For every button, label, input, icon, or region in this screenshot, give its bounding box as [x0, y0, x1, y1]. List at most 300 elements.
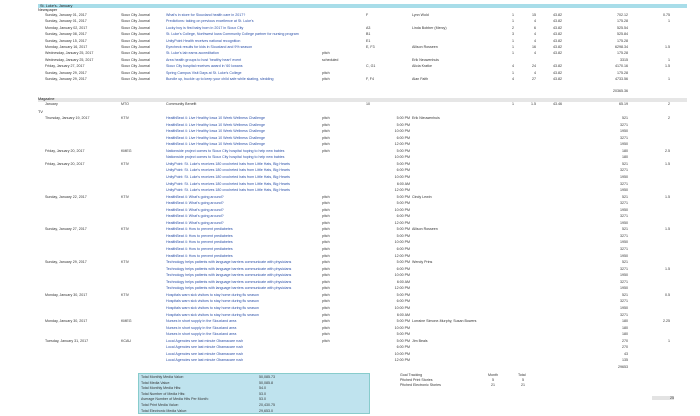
tv-value: 3271	[620, 214, 628, 219]
tv-air-time: 12:00 PM	[394, 188, 410, 193]
goal-month: 21	[491, 383, 495, 387]
tv-row	[0, 345, 700, 349]
tv-total-row	[0, 365, 700, 369]
tv-value: 521	[622, 116, 628, 120]
tv-score: 2.5	[665, 148, 670, 153]
newspaper-row	[0, 51, 700, 55]
newspaper-value: 702.12	[617, 13, 628, 17]
tv-type: pitch	[322, 207, 330, 212]
tv-air-time: 6:00 PM	[396, 135, 410, 140]
newspaper-size: 6	[534, 25, 536, 30]
tv-value: 43	[624, 351, 628, 356]
newspaper-row	[0, 64, 700, 68]
tv-value: 1950	[620, 305, 628, 310]
tv-value: 135	[622, 358, 628, 363]
tv-type: pitch	[322, 220, 330, 225]
tv-air-time: 6:00 PM	[396, 266, 410, 271]
tv-row	[0, 195, 700, 199]
newspaper-type: pitch	[322, 70, 330, 75]
tv-headline-link[interactable]: HealthBeat 4: Live Healthy Iowa 10 Week Wellness Challenge	[166, 135, 265, 140]
newspaper-size: 24	[532, 64, 536, 69]
tv-outlet: KTIV	[121, 260, 129, 265]
tv-headline-link[interactable]: UnityPoint: St. Luke's receives 180 crocheted hats from Little Hats, Big Hearts	[166, 188, 290, 193]
tv-value: 3271	[620, 299, 628, 304]
newspaper-code: F, F4	[366, 77, 374, 81]
newspaper-col-inches: 1	[512, 19, 514, 24]
tv-value: 180	[622, 148, 628, 153]
newspaper-date: Sunday, January 01, 2017	[45, 19, 87, 24]
newspaper-headline-link[interactable]: What's in store for Siouxland health care in 2017?	[166, 13, 246, 17]
tv-headline-link[interactable]: HealthBeat 4: What's going around?	[166, 220, 224, 225]
tv-contact: Allison Rosseen	[412, 227, 438, 232]
tv-headline-link[interactable]: HealthBeat 4: How to prevent prediabetes	[166, 227, 233, 232]
tv-value: 1950	[620, 220, 628, 225]
newspaper-headline-link[interactable]: UnityPoint Health receives national recognition	[166, 38, 241, 43]
newspaper-score: 1	[668, 19, 670, 24]
tv-row	[0, 299, 700, 303]
tv-type: pitch	[322, 338, 330, 343]
tv-value: 3271	[620, 279, 628, 284]
newspaper-col-inches: 1	[512, 45, 514, 49]
tv-value: 3271	[620, 135, 628, 140]
newspaper-code: E1	[366, 38, 371, 43]
tv-air-time: 6:00 AM	[396, 279, 410, 284]
tv-date: Thursday, January 19, 2017	[45, 116, 90, 120]
newspaper-value: 175.28	[617, 51, 628, 56]
tv-type: pitch	[322, 116, 330, 120]
newspaper-size: 4	[534, 70, 536, 75]
magazine-size: 1.5	[531, 102, 536, 106]
newspaper-rate: 43.82	[553, 13, 562, 17]
goal-label: Pitched Electronic Stories	[400, 383, 441, 387]
magazine-headline-link: Community Benefit	[166, 102, 197, 106]
summary-row	[141, 409, 369, 414]
tv-row	[0, 175, 700, 179]
magazine-col-inches: 1	[512, 102, 514, 106]
tv-type: pitch	[322, 292, 330, 297]
newspaper-row	[0, 26, 700, 30]
tv-row	[0, 273, 700, 277]
summary-label: Total Print Media Value:	[141, 403, 179, 407]
goal-total: 5	[522, 378, 524, 382]
tv-air-time: 10:00 PM	[394, 240, 410, 245]
newspaper-row	[0, 13, 700, 17]
newspaper-score: 1.5	[665, 45, 670, 49]
score-total: 25	[652, 396, 674, 400]
newspaper-row	[0, 77, 700, 81]
tv-row	[0, 326, 700, 330]
tv-headline-link[interactable]: Technology helps patients with language barriers communicate with physicians	[166, 279, 292, 284]
tv-row	[0, 240, 700, 244]
tv-outlet: KTIV	[121, 194, 129, 199]
newspaper-outlet: Sioux City Journal	[121, 32, 150, 37]
newspaper-size: 4	[534, 19, 536, 24]
magazine-outlet: MTO	[121, 102, 129, 106]
tv-headline-link[interactable]: HealthBeat 4: Live Healthy Iowa 10 Week Wellness Challenge	[166, 129, 265, 134]
summary-label: Total Electronic Media Value:	[141, 408, 188, 413]
summary-label: Average Number of Media Hits Per Month:	[141, 397, 209, 402]
newspaper-value: 525.54	[617, 25, 628, 30]
tv-air-time: 5:00 PM	[396, 260, 410, 265]
tv-value: 3271	[620, 201, 628, 206]
tv-row	[0, 313, 700, 317]
tv-date: Sunday, January 22, 2017	[45, 194, 87, 199]
tv-headline-link[interactable]: HealthBeat 4: How to prevent prediabetes	[166, 253, 233, 258]
tv-headline-link[interactable]: Nurses in short supply in the Siouxland area	[166, 332, 237, 337]
tv-value: 521	[622, 161, 628, 166]
tv-value: 3271	[620, 312, 628, 317]
summary-value: 50,085.8	[259, 380, 273, 385]
tv-air-time: 6:00 PM	[396, 345, 410, 350]
tv-outlet: KTIV	[121, 227, 129, 232]
newspaper-date: Sunday, January 08, 2017	[45, 32, 87, 37]
summary-value: 53.0	[259, 391, 266, 396]
magazine-date: January	[45, 102, 58, 106]
magazine-score: 2	[668, 102, 670, 106]
newspaper-type: scheduled	[322, 57, 339, 62]
section-newspaper: Newspaper	[38, 8, 58, 12]
tv-value: 1950	[620, 253, 628, 258]
tv-air-time: 5:00 PM	[396, 233, 410, 238]
magazine-code: 10	[366, 102, 370, 106]
newspaper-date: Monday, January 16, 2017	[45, 45, 88, 49]
newspaper-headline-link[interactable]: St. Luke's College, Northwest Iowa Community College partner for nursing program	[166, 32, 299, 37]
tv-type: pitch	[322, 129, 330, 134]
newspaper-type: pitch	[322, 51, 330, 56]
tv-headline-link[interactable]: Nationwide project comes to Sioux City hospital hoping to help new babies	[166, 155, 285, 160]
tv-row	[0, 201, 700, 205]
tv-row	[0, 182, 700, 186]
newspaper-size: 4	[534, 38, 536, 43]
newspaper-type: pitch	[322, 77, 330, 81]
newspaper-outlet: Sioux City Journal	[121, 70, 150, 75]
tv-score: 1.5	[665, 161, 670, 166]
tv-air-time: 5:00 PM	[396, 227, 410, 232]
newspaper-date: Sunday, January 29, 2017	[45, 77, 87, 81]
tv-row	[0, 234, 700, 238]
tv-date: Friday, January 20, 2017	[45, 148, 85, 153]
newspaper-value: 3315	[620, 57, 628, 62]
tv-air-time: 5:00 PM	[396, 338, 410, 343]
tv-headline-link[interactable]: Local Agencies see last minute Obamacare rush	[166, 351, 244, 356]
tv-value: 3271	[620, 247, 628, 251]
newspaper-row	[0, 58, 700, 62]
newspaper-score: 0.75	[663, 13, 670, 17]
tv-row	[0, 155, 700, 159]
tv-air-time: 6:00 PM	[396, 168, 410, 173]
tv-air-time: 12:00 PM	[394, 220, 410, 225]
newspaper-row	[0, 45, 700, 49]
newspaper-rate: 43.82	[553, 51, 562, 56]
tv-headline-link[interactable]: HealthBeat 4: Live Healthy Iowa 10 Week Wellness Challenge	[166, 116, 265, 120]
tv-headline-link[interactable]: Technology helps patients with language barriers communicate with physicians	[166, 260, 292, 265]
summary-row	[141, 397, 369, 402]
newspaper-date: Wednesday, January 25, 2017	[45, 57, 94, 62]
tv-type: pitch	[322, 142, 330, 147]
tv-outlet: KTIV	[121, 161, 129, 166]
summary-row	[141, 403, 369, 408]
tv-air-time: 10:00 PM	[394, 129, 410, 134]
tv-row	[0, 286, 700, 290]
tv-row	[0, 227, 700, 231]
tv-air-time: 12:00 PM	[394, 142, 410, 147]
tv-headline-link[interactable]: Technology helps patients with language barriers communicate with physicians	[166, 266, 292, 271]
tv-headline-link[interactable]: Technology helps patients with language barriers communicate with physicians	[166, 273, 292, 278]
tv-contact: Lorraine Simone-Murphy, Susan Bowers	[412, 319, 477, 324]
tv-value: 1950	[620, 207, 628, 212]
newspaper-size: 15	[532, 13, 536, 17]
tv-outlet: KMEG	[121, 319, 132, 324]
section-magazine: Magazine	[38, 97, 55, 101]
tv-date: Sunday, January 29, 2017	[45, 260, 87, 265]
goal-tracking	[400, 373, 540, 393]
tv-total: 29653	[618, 364, 628, 369]
newspaper-outlet: Sioux City Journal	[121, 13, 150, 17]
newspaper-value: 525.84	[617, 32, 628, 37]
tv-type: pitch	[322, 260, 330, 265]
newspaper-headline-link[interactable]: Spring Campus Visit Days at St. Luke's College	[166, 70, 242, 75]
newspaper-size: 4	[534, 51, 536, 56]
tv-row	[0, 162, 700, 166]
magazine-value: 65.19	[619, 102, 628, 106]
tv-headline-link[interactable]: Local Agencies see last minute Obamacare rush	[166, 358, 244, 363]
tv-headline-link[interactable]: HealthBeat 4: What's going around?	[166, 214, 224, 219]
newspaper-col-inches: 2	[512, 25, 514, 30]
magazine-row	[0, 102, 700, 106]
goal-title: Goal Tracking	[400, 373, 423, 377]
tv-air-time: 6:00 PM	[396, 247, 410, 251]
newspaper-outlet: Sioux City Journal	[121, 38, 150, 43]
tv-headline-link[interactable]: HealthBeat 4: How to prevent prediabetes	[166, 240, 233, 245]
tv-type: pitch	[322, 325, 330, 330]
newspaper-outlet: Sioux City Journal	[121, 57, 150, 62]
newspaper-score: 1.5	[665, 64, 670, 69]
tv-headline-link[interactable]: HealthBeat 4: Live Healthy Iowa 10 Week Wellness Challenge	[166, 122, 265, 127]
tv-headline-link[interactable]: HealthBeat 4: How to prevent prediabetes	[166, 247, 233, 251]
tv-headline-link[interactable]: UnityPoint: St. Luke's receives 180 crocheted hats from Little Hats, Big Hearts	[166, 168, 290, 173]
tv-contact: Wendy Prins	[412, 260, 433, 265]
tv-row	[0, 254, 700, 258]
tv-row	[0, 358, 700, 362]
tv-headline-link[interactable]: HealthBeat 4: What's going around?	[166, 207, 224, 212]
tv-air-time: 5:00 PM	[396, 332, 410, 337]
newspaper-headline-link[interactable]: Lucky boy is first baby born in 2017 in Sioux City	[166, 25, 244, 30]
goal-month-header: Month	[488, 373, 498, 377]
newspaper-rate: 43.82	[553, 64, 562, 69]
tv-type: pitch	[322, 148, 330, 153]
tv-type: pitch	[322, 247, 330, 251]
newspaper-date: Sunday, January 01, 2017	[45, 13, 87, 17]
summary-label: Total Number of Media Hits:	[141, 391, 186, 396]
newspaper-code: B1	[366, 32, 371, 37]
newspaper-date: Sunday, January 29, 2017	[45, 70, 87, 75]
newspaper-outlet: Sioux City Journal	[121, 51, 150, 56]
tv-row	[0, 142, 700, 146]
tv-row	[0, 247, 700, 251]
tv-headline-link[interactable]: Hospitals warn sick visitors to stay home during flu season	[166, 312, 259, 317]
tv-air-time: 10:00 PM	[394, 351, 410, 356]
tv-score: 2	[668, 116, 670, 120]
newspaper-size: 27	[532, 77, 536, 81]
tv-value: 1950	[620, 129, 628, 134]
newspaper-col-inches: 1	[512, 13, 514, 17]
tv-type: pitch	[322, 194, 330, 199]
tv-air-time: 10:00 PM	[394, 305, 410, 310]
tv-score: 1.5	[665, 194, 670, 199]
sheet-title: St. Luke's- January	[38, 4, 687, 8]
newspaper-contact: Allison Rosseen	[412, 45, 438, 49]
tv-type: pitch	[322, 266, 330, 271]
tv-row	[0, 332, 700, 336]
tv-headline-link[interactable]: HealthBeat 4: Live Healthy Iowa 10 Week Wellness Challenge	[166, 142, 265, 147]
newspaper-rate: 43.82	[553, 70, 562, 75]
tv-headline-link[interactable]: UnityPoint: St. Luke's receives 180 crocheted hats from Little Hats, Big Hearts	[166, 161, 290, 166]
tv-row	[0, 136, 700, 140]
tv-type: pitch	[322, 279, 330, 284]
newspaper-outlet: Sioux City Journal	[121, 25, 150, 30]
section-tv: TV	[38, 110, 43, 114]
newspaper-outlet: Sioux City Journal	[121, 77, 150, 81]
tv-type: pitch	[322, 240, 330, 245]
tv-air-time: 10:00 PM	[394, 207, 410, 212]
goal-row	[400, 383, 540, 388]
tv-type: pitch	[322, 253, 330, 258]
summary-label: Total Monthly Media Hits:	[141, 386, 182, 391]
newspaper-outlet: Sioux City Journal	[121, 64, 150, 69]
tv-value: 521	[622, 194, 628, 199]
tv-value: 521	[622, 292, 628, 297]
newspaper-size: 16	[532, 45, 536, 49]
tv-value: 270	[622, 338, 628, 343]
tv-value: 3271	[620, 233, 628, 238]
newspaper-rate: 43.82	[553, 25, 562, 30]
tv-headline-link[interactable]: Hospitals warn sick visitors to stay home during flu season	[166, 299, 259, 304]
newspaper-score: 1	[668, 77, 670, 81]
newspaper-row	[0, 19, 700, 23]
newspaper-headline-link[interactable]: Area health groups to host 'healthy heart' event	[166, 57, 242, 62]
summary-label: Total Media Value:	[141, 380, 171, 385]
tv-headline-link[interactable]: Nurses in short supply in the Siouxland area	[166, 319, 237, 324]
goal-label: Pitched Print Stories	[400, 378, 433, 382]
newspaper-contact: Erik Neuwenhuis	[412, 57, 439, 62]
tv-date: Tuesday, January 31, 2017	[45, 338, 89, 343]
newspaper-date: Sunday, January 15, 2017	[45, 38, 87, 43]
summary-row	[141, 386, 369, 391]
summary-row	[141, 375, 369, 380]
newspaper-value: 175.28	[617, 19, 628, 24]
tv-headline-link[interactable]: HealthBeat 4: How to prevent prediabetes	[166, 233, 233, 238]
tv-row	[0, 339, 700, 343]
tv-row	[0, 267, 700, 271]
tv-value: 1950	[620, 273, 628, 278]
newspaper-rate: 43.82	[553, 38, 562, 43]
newspaper-total-row	[0, 89, 700, 93]
newspaper-col-inches: 1	[512, 38, 514, 43]
tv-air-time: 10:00 PM	[394, 273, 410, 278]
tv-value: 180	[622, 155, 628, 160]
tv-contact: Cindy Lewin	[412, 194, 432, 199]
tv-headline-link[interactable]: Hospitals warn sick visitors to stay home during flu season	[166, 292, 259, 297]
newspaper-code: C, G1	[366, 64, 376, 69]
tv-air-time: 10:00 PM	[394, 155, 410, 160]
newspaper-headline-link[interactable]: Sioux City hospital receives award in '60 Iowans	[166, 64, 243, 69]
tv-date: Monday, January 30, 2017	[45, 292, 88, 297]
tv-headline-link[interactable]: Local Agencies see last minute Obamacare rush	[166, 338, 244, 343]
tv-value: 521	[622, 260, 628, 265]
tv-air-time: 5:00 PM	[396, 319, 410, 324]
tv-value: 1950	[620, 240, 628, 245]
newspaper-contact: Linda Bobber (Mercy)	[412, 25, 447, 30]
tv-score: 0.5	[665, 292, 670, 297]
newspaper-contact: Alan Faith	[412, 77, 429, 81]
summary-row	[141, 392, 369, 397]
tv-value: 1950	[620, 174, 628, 179]
tv-value: 180	[622, 319, 628, 324]
tv-date: Sunday, January 27, 2017	[45, 227, 87, 232]
tv-outlet: KMEG	[121, 148, 132, 153]
newspaper-value: 175.28	[617, 70, 628, 75]
newspaper-row	[0, 32, 700, 36]
tv-type: pitch	[322, 319, 330, 324]
newspaper-headline-link[interactable]: Eyecheck results for kids in Siouxland and 9% season	[166, 45, 253, 49]
tv-row	[0, 319, 700, 323]
tv-value: 270	[622, 345, 628, 350]
tv-row	[0, 116, 700, 120]
tv-row	[0, 214, 700, 218]
tv-headline-link[interactable]: UnityPoint: St. Luke's receives 180 crocheted hats from Little Hats, Big Hearts	[166, 174, 290, 179]
summary-row	[141, 381, 369, 386]
tv-headline-link[interactable]: Technology helps patients with language barriers communicate with physicians	[166, 286, 292, 291]
tv-row	[0, 221, 700, 225]
tv-date: Friday, January 20, 2017	[45, 161, 85, 166]
newspaper-col-inches: 4	[512, 64, 514, 69]
tv-headline-link[interactable]: Local Agencies see last minute Obamacare rush	[166, 345, 244, 350]
tv-air-time: 10:00 PM	[394, 174, 410, 179]
tv-headline-link[interactable]: Hospitals warn sick visitors to stay home during flu season	[166, 305, 259, 310]
tv-air-time: 12:00 PM	[394, 358, 410, 363]
tv-headline-link[interactable]: HealthBeat 4: What's going around?	[166, 194, 224, 199]
newspaper-col-inches: 1	[512, 70, 514, 75]
tv-headline-link[interactable]: Nationwide project comes to Sioux City hospital hoping to help new babies	[166, 148, 285, 153]
summary-value: 29,653.0	[259, 408, 273, 413]
newspaper-headline-link[interactable]: Bundle up, buckle up to keep your child safe while skating, sledding	[166, 77, 274, 81]
summary-value: 20,430.75	[259, 403, 275, 407]
tv-headline-link[interactable]: HealthBeat 4: What's going around?	[166, 201, 224, 206]
newspaper-date: Monday, January 02, 2017	[45, 25, 88, 30]
tv-score: 1.5	[665, 227, 670, 232]
newspaper-headline-link[interactable]: Predictions: taking on previous excellence at St. Luke's	[166, 19, 254, 24]
tv-air-time: 5:00 PM	[396, 201, 410, 206]
tv-date: Monday, January 30, 2017	[45, 319, 88, 324]
tv-air-time: 5:00 PM	[396, 148, 410, 153]
newspaper-headline-link[interactable]: St. Luke's lab earns accreditation	[166, 51, 219, 56]
magazine-shade	[38, 98, 687, 102]
tv-row	[0, 260, 700, 264]
newspaper-rate: 43.82	[553, 45, 562, 49]
tv-air-time: 6:00 PM	[396, 214, 410, 219]
tv-type: pitch	[322, 273, 330, 278]
tv-contact: Jim Beals	[412, 338, 428, 343]
tv-headline-link[interactable]: Nurses in short supply in the Siouxland area	[166, 325, 237, 330]
newspaper-value: 6298.34	[615, 45, 628, 49]
tv-headline-link[interactable]: UnityPoint: St. Luke's receives 180 crocheted hats from Little Hats, Big Hearts	[166, 181, 290, 186]
newspaper-value: 4733.56	[615, 77, 628, 81]
tv-value: 3271	[620, 122, 628, 127]
newspaper-size: 4	[534, 32, 536, 37]
tv-value: 180	[622, 332, 628, 337]
newspaper-date: Wednesday, January 25, 2017	[45, 51, 94, 56]
tv-contact: Erik Nieuwenhuis	[412, 116, 440, 120]
